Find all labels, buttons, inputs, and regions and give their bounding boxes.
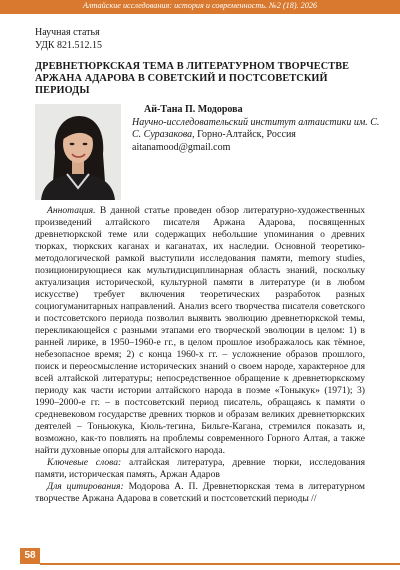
running-head: Алтайские исследования: история и современность. №2 (18). 2026 (82, 1, 318, 10)
keywords-text: алтайская литература, древние тюрки, исследования памяти, историческая память, Аржан Адаров (35, 457, 365, 480)
citation-text: Модорова А. П. Древнетюркская тема в литературном творчестве Аржана Адарова в советский и постсоветский периоды // (35, 481, 366, 504)
abstract-paragraph (35, 205, 365, 457)
page-number: 58 (20, 548, 40, 564)
author-affiliation-line (132, 117, 382, 142)
author-photo (35, 104, 121, 200)
keywords-paragraph (35, 457, 365, 481)
abstract-section (35, 205, 365, 505)
author-portrait-icon (35, 104, 121, 200)
abstract-text: В данной статье проведен обзор литературно-художественных произведений алтайского писателя Аржана Адарова, посвященных древнетюркской теме или содержащих небольшие упоминания о древних тюрках, тюркских каганах и каганатах, их наследии. Основной теоретико-методологической рамкой выступили исследования памяти, memory studies, позиционирующиеся как мультидисциплинарная область знаний, поскольку актуализация исторической, культурной памяти в литературе (и в любом искусстве) требует включения теоретических разработок разных социогуманитарных направлений. Анализ всего творчества писателя советского и постсоветского периода позволил выявить эволюцию древнетюркской темы, перекликающейся с разными этапами его творческой эволюции в целом: 1) в ранней лирике, в 1950–1960-е гг., в целом прошлое изображалось как тёмное, небезопасное время; 2) с конца 1960-х гг. – усложнение образов прошлого, поиск и переосмысление исторических знаний о своем народе, характерное для всей алтайской литературы; непосредственное обращение к древнетюркскому периоду как части истории алтайского народа в поэме «Тоныкук» (1971); 3) 1990–2000-е гг. – в постсоветский период писатель, обращаясь к памяти о средневековом государстве древних тюрков и образам великих древнетюркских деятелей – Тоньюкука, Кюль-тегина, Бильге-Кагана, стремился показать и, возможно, как-то повлиять на проблемы современного Горного Алтая, а также найти духовные опоры для алтайского народа. (35, 205, 365, 456)
udk-code: УДК 821.512.15 (35, 40, 103, 51)
article-title: ДРЕВНЕТЮРКСКАЯ ТЕМА В ЛИТЕРАТУРНОМ ТВОРЧЕСТВЕ АРЖАНА АДАРОВА В СОВЕТСКИЙ И ПОСТСОВЕТСКИЙ ПЕРИОДЫ (35, 61, 350, 96)
author-location: , Горно-Алтайск, Россия (192, 129, 296, 140)
keywords-label: Ключевые слова: (47, 457, 122, 468)
citation-label: Для цитирования: (47, 481, 124, 492)
author-block (132, 104, 382, 154)
citation-paragraph (35, 481, 365, 505)
article-type: Научная статья (35, 27, 100, 38)
author-name: Ай-Тана П. Модорова (144, 104, 243, 115)
abstract-label: Аннотация. (47, 205, 96, 216)
running-head-bar (0, 0, 400, 14)
footer-rule (40, 563, 400, 565)
author-affiliation: Научно-исследовательский институт алтаистики им. С. С. Суразакова (132, 116, 380, 140)
author-email: aitanamood@gmail.com (132, 141, 231, 153)
